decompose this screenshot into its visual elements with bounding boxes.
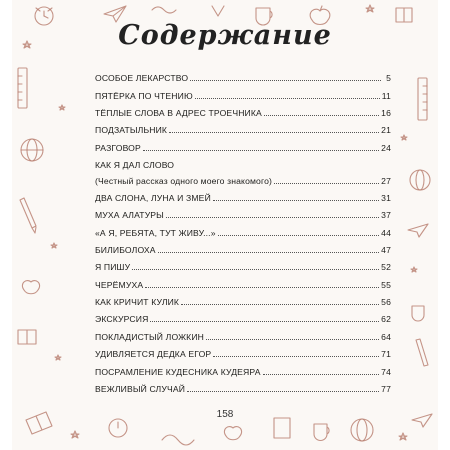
toc-entry[interactable] [95,255,391,272]
dot-leader [150,321,379,322]
page-title: Содержание [118,20,332,51]
toc-entry[interactable] [95,203,391,220]
toc-entry-title: ЭКСКУРСИЯ [95,314,149,325]
dot-leader [263,374,380,375]
toc-entry-page: 62 [381,314,391,325]
apple-icon [22,281,39,294]
ruler-icon [18,68,27,108]
toc-entry[interactable] [95,377,391,394]
dot-leader [195,98,380,99]
toc-entry[interactable] [95,118,391,135]
toc-entry[interactable] [95,101,391,118]
table-of-contents [95,66,391,394]
dot-leader [181,304,379,305]
toc-entry-title: ПОДЗАТЫЛЬНИК [95,125,168,136]
dot-leader [218,235,380,236]
toc-entry-page: 71 [381,349,391,360]
toc-entry-title: ЧЕРЁМУХА [95,279,144,290]
toc-entry[interactable] [95,66,391,83]
dot-leader [213,200,379,201]
page-number: 158 [216,409,234,420]
pencil-icon [416,339,428,366]
toc-entry[interactable] [95,83,391,100]
star-icon [401,135,407,140]
toc-entry-page: 47 [381,245,391,256]
star-icon [411,267,417,272]
star-icon [399,433,407,440]
toc-entry-title: ПОКЛАДИСТЫЙ ЛОЖКИН [95,331,205,342]
toc-entry-subtitle: (Честный рассказ одного моего знакомого) [95,175,273,186]
toc-entry-page: 44 [381,227,391,238]
toc-entry-page: 52 [381,262,391,273]
cup-icon [314,424,329,441]
toc-entry-page: 16 [381,108,391,119]
toc-entry[interactable] [95,359,391,376]
toc-entry-page: 21 [381,125,391,136]
globe-icon [410,170,430,190]
toc-entry-page: 74 [381,366,391,377]
toc-entry-title: ВЕЖЛИВЫЙ СЛУЧАЙ [95,383,186,394]
book-page [12,0,438,450]
cup-icon [412,306,424,321]
dot-leader [145,287,379,288]
toc-entry-title: МУХА АЛАТУРЫ [95,210,164,221]
dot-leader [132,269,379,270]
globe-icon [351,419,373,441]
dot-leader [213,356,379,357]
paper-plane-icon [408,224,428,237]
dot-leader [190,80,381,81]
dot-leader [187,391,379,392]
toc-entry-page: 5 [386,73,391,84]
toc-entry[interactable] [95,272,391,289]
toc-entry-title: «А Я, РЕБЯТА, ТУТ ЖИВУ...» [95,227,216,238]
toc-entry-title: УДИВЛЯЕТСЯ ДЕДКА ЕГОР [95,349,212,360]
toc-entry-page: 11 [381,90,391,101]
dot-leader [143,150,379,151]
toc-entry[interactable] [95,307,391,324]
toc-entry-page: 31 [381,193,391,204]
toc-entry[interactable] [95,324,391,341]
toc-entry-title: ДВА СЛОНА, ЛУНА И ЗМЕЙ [95,193,211,204]
toc-entry[interactable] [95,220,391,237]
dot-leader [169,132,379,133]
toc-entry[interactable] [95,135,391,152]
toc-entry-page: 77 [381,383,391,394]
star-icon [55,355,61,360]
toc-entry-title: БИЛИБОЛОХА [95,245,156,256]
toc-entry-title: ОСОБОЕ ЛЕКАРСТВО [95,73,189,84]
toc-entry[interactable] [95,290,391,307]
dot-leader [166,217,379,218]
globe-icon [21,139,43,161]
toc-entry[interactable] [95,186,391,203]
apple-icon [224,427,241,440]
toc-entry-page: 27 [381,175,391,186]
toc-entry-page: 56 [381,297,391,308]
toc-entry[interactable] [95,238,391,255]
toc-entry-title: КАК КРИЧИТ КУЛИК [95,297,180,308]
star-icon [51,243,57,248]
book-icon [274,418,290,438]
alarm-clock-icon [109,419,127,437]
pencil-icon [20,198,36,233]
toc-entry-title [95,160,272,186]
toc-entry-title: ПЯТЁРКА ПО ЧТЕНИЮ [95,90,193,101]
toc-entry-page: 55 [381,279,391,290]
dot-leader [158,252,379,253]
star-icon [366,5,374,12]
toc-entry-title: РАЗГОВОР [95,142,141,153]
toc-entry-title: ПОСРАМЛЕНИЕ КУДЕСНИКА КУДЕЯРА [95,366,261,377]
toc-entry-page: 37 [381,210,391,221]
toc-entry-heading: КАК Я ДАЛ СЛОВО [95,159,175,170]
star-icon [59,105,65,110]
toc-entry-title: Я ПИШУ [95,262,131,273]
toc-entry-page: 24 [381,142,391,153]
toc-entry-title: ТЁПЛЫЕ СЛОВА В АДРЕС ТРОЕЧНИКА [95,108,262,119]
toc-entry[interactable] [95,342,391,359]
book-icon [18,330,36,344]
dot-leader [206,339,379,340]
toc-entry-page: 64 [381,331,391,342]
ruler-icon [418,78,427,120]
star-icon [71,431,79,438]
dot-leader [274,183,379,184]
dot-leader [264,115,379,116]
toc-entry[interactable] [95,153,391,186]
